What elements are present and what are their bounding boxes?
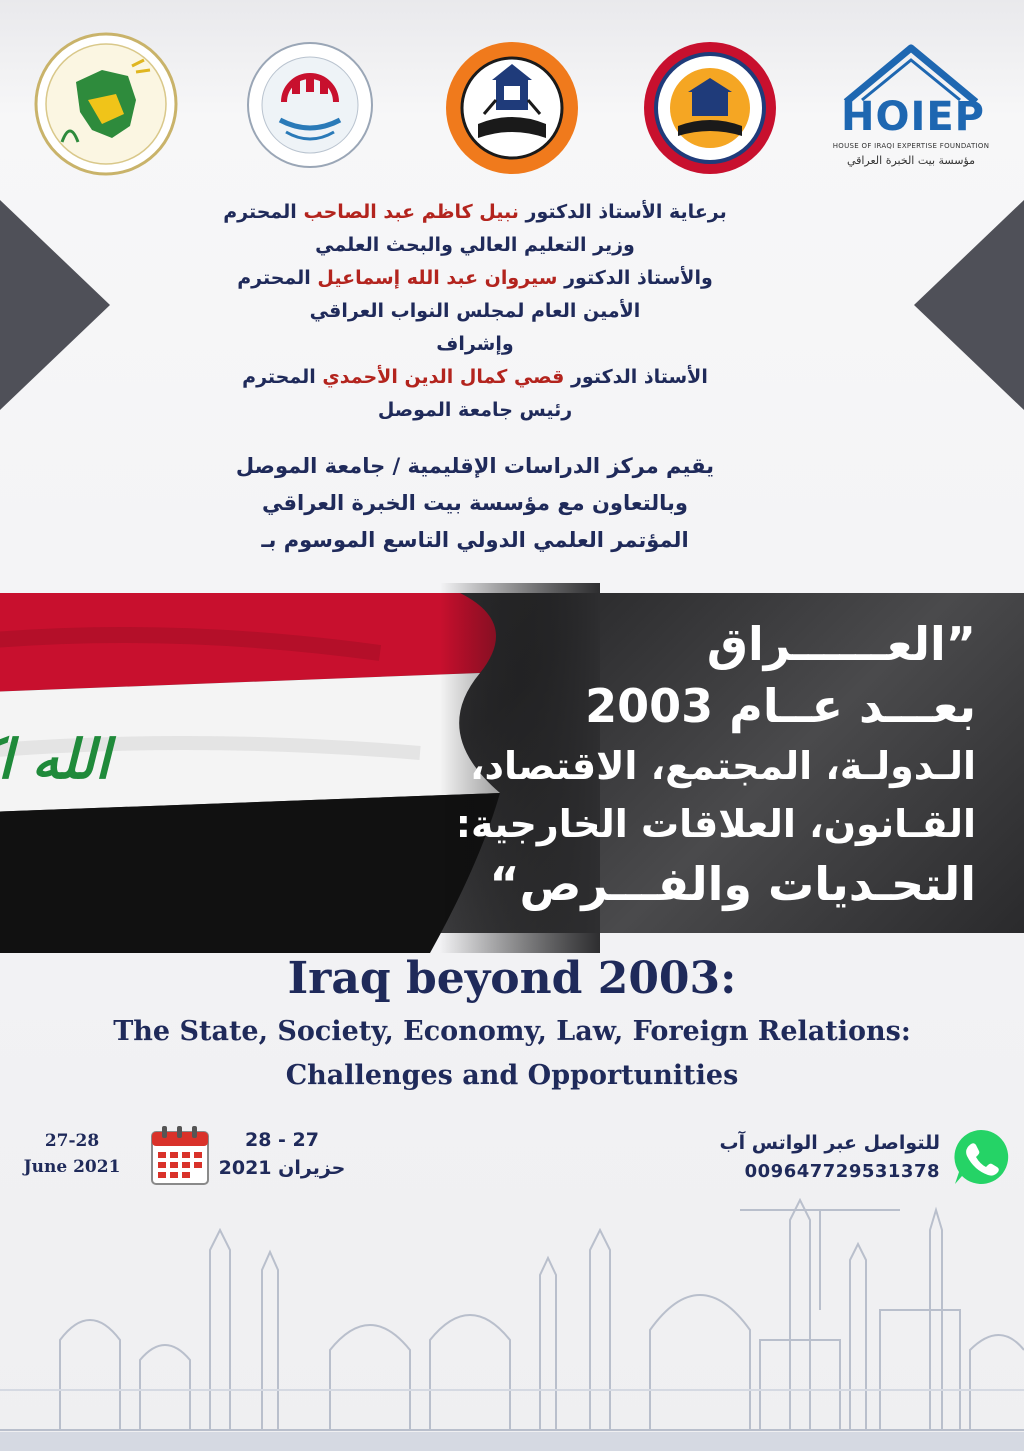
ministry-seal-icon (240, 40, 380, 170)
banner-line-5: التحـديات والفـــرص“ (489, 857, 976, 911)
sponsor-honorific: المحترم (237, 267, 311, 289)
date-en-days: 27-28 (44, 1131, 100, 1151)
english-conference-title (0, 948, 1024, 1098)
city-skyline-illustration (0, 1190, 1024, 1451)
sponsor-line-1 (150, 196, 800, 229)
hoiep-subtitle-ar: مؤسسة بيت الخبرة العراقي (846, 154, 976, 167)
sponsor-name-secretary: سيروان عبد الله إسماعيل (317, 267, 558, 289)
english-title-sub-2: Challenges and Opportunities (285, 1060, 739, 1091)
organizer-block (150, 448, 800, 559)
banner-line-4: القـانون، العلاقات الخارجية: (455, 802, 976, 846)
contact-label: للتواصل عبر الواتس آب (719, 1132, 940, 1154)
hoiep-wordmark: HOIEP (840, 94, 985, 140)
sponsor-honorific: المحترم (242, 366, 316, 388)
sponsor-title: والأستاذ الدكتور (564, 267, 713, 289)
sponsor-line-4: الأمين العام لمجلس النواب العراقي (309, 300, 641, 322)
sponsor-line-3 (150, 262, 800, 295)
sponsor-line-7: رئيس جامعة الموصل (377, 399, 573, 421)
date-english (12, 1128, 132, 1180)
banner-line-1: ”العــــــراق (706, 617, 976, 671)
sponsor-line-5: وإشراف (436, 333, 514, 355)
organizer-line-1: يقيم مركز الدراسات الإقليمية / جامعة الموصل (235, 454, 715, 478)
sponsorship-block (150, 196, 800, 427)
hoiep-subtitle-en: HOUSE OF IRAQI EXPERTISE FOUNDATION (832, 142, 990, 150)
university-of-mosul-seal-icon (444, 40, 580, 176)
sponsor-line-6 (150, 361, 800, 394)
left-arrow-decoration (0, 200, 110, 410)
sponsor-name-minister: نبيل كاظم عبد الصاحب (303, 201, 519, 223)
contact-phone-number[interactable]: 009647729531378 (744, 1161, 940, 1182)
calendar-icon (150, 1124, 210, 1186)
parliament-seal-icon (32, 30, 180, 178)
english-title-sub-1: The State, Society, Economy, Law, Foreign Relations: (113, 1016, 911, 1047)
right-arrow-decoration (914, 200, 1024, 410)
hoiep-logo (826, 42, 996, 182)
banner-line-2: بعـــد عــام 2003 (585, 679, 976, 733)
regional-studies-center-seal-icon (642, 40, 778, 176)
sponsor-honorific: المحترم (223, 201, 297, 223)
date-arabic (212, 1126, 352, 1182)
title-banner (0, 593, 1024, 933)
date-ar-month: حزيران 2021 (218, 1157, 346, 1179)
sponsor-title: الأستاذ الدكتور (570, 366, 708, 388)
organizer-line-2: وبالتعاون مع مؤسسة بيت الخبرة العراقي (262, 491, 688, 515)
whatsapp-contact (690, 1128, 940, 1186)
logos-row (0, 30, 1024, 180)
banner-line-3: الـدولـة، المجتمع، الاقتصاد، (470, 744, 976, 788)
sponsor-line-2: وزير التعليم العالي والبحث العلمي (315, 234, 635, 256)
date-ar-days: 28 - 27 (245, 1129, 319, 1151)
sponsor-name-president: قصي كمال الدين الأحمدي (322, 366, 565, 388)
arabic-conference-title (416, 613, 976, 915)
organizer-line-3: المؤتمر العلمي الدولي التاسع الموسوم بـ (261, 528, 689, 552)
english-title-main: Iraq beyond 2003: (287, 953, 737, 1004)
sponsor-title: برعاية الأستاذ الدكتور (525, 201, 727, 223)
whatsapp-icon[interactable] (950, 1126, 1012, 1188)
date-en-month: June 2021 (23, 1157, 121, 1177)
